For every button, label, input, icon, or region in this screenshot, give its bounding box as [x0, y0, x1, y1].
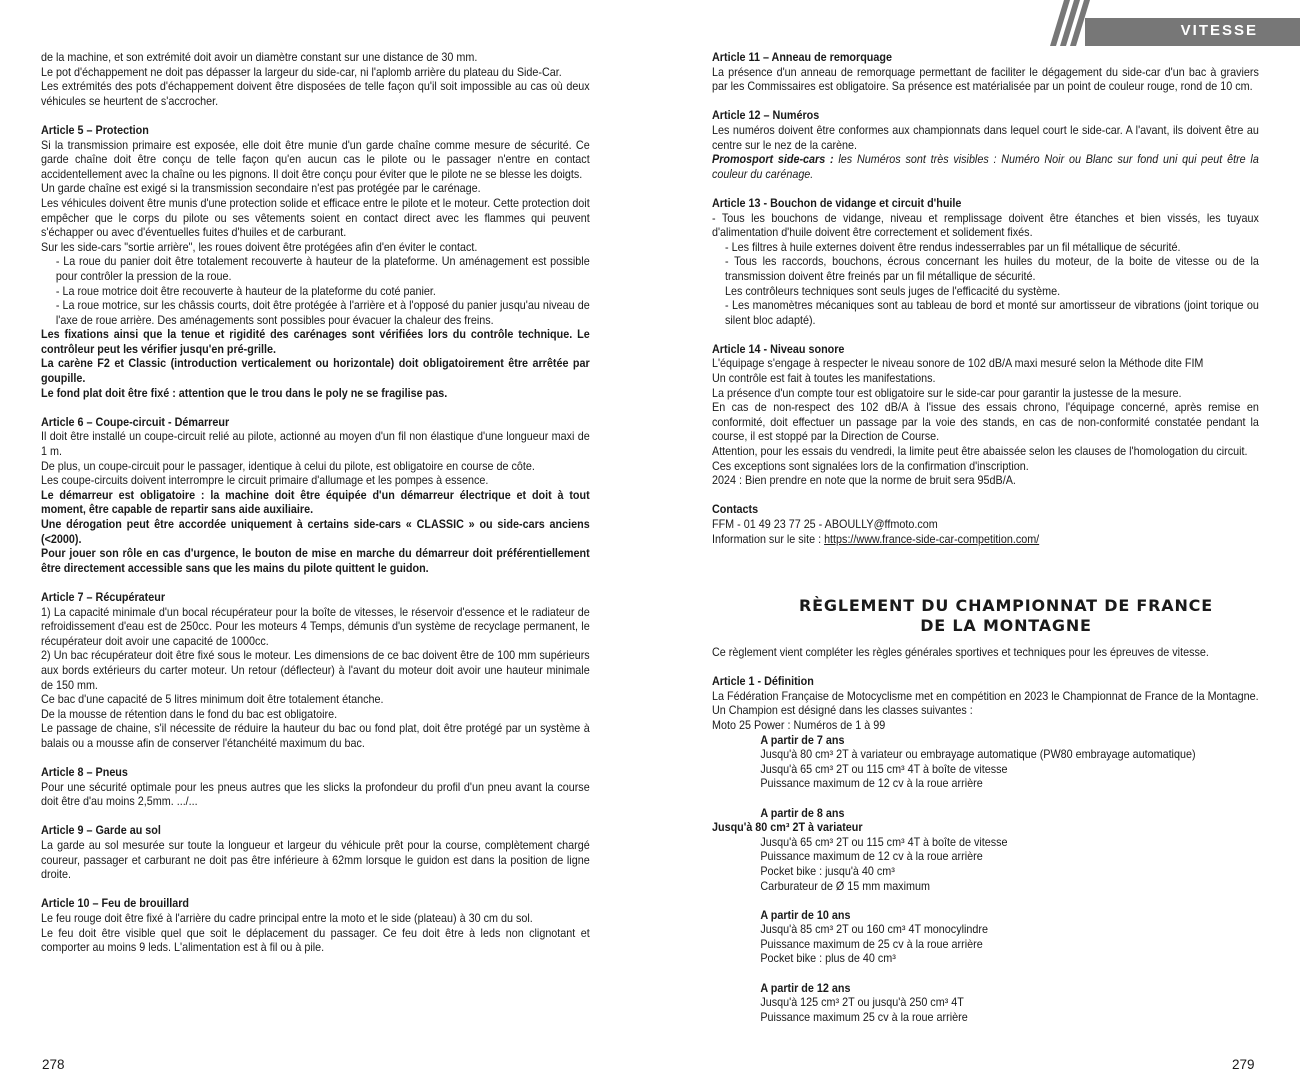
paragraph-text: Le démarreur est obligatoire : la machine doit être équipée d'un démarreur électrique et doit à tout moment, être capable de repartir sans aide auxiliaire. [41, 488, 590, 517]
paragraph-text: Pocket bike : jusqu'à 40 cm³ [760, 864, 895, 878]
paragraph [712, 719, 1300, 734]
paragraph [41, 51, 590, 66]
paragraph [712, 533, 1259, 548]
paragraph [712, 285, 1259, 300]
article-heading [41, 124, 590, 139]
article-heading [712, 675, 1300, 690]
paragraph-text: En cas de non-respect des 102 dB/A à l'issue des essais chrono, l'équipage concerné, après remise en conformité, doit effectuer un passage par la voie des stands, en cas de non-conformité constatée pendant la course, il est stoppé par la Direction de Course. [712, 401, 1259, 444]
paragraph [41, 547, 590, 576]
paragraph-text: Ce règlement vient compléter les règles générales sportives et techniques pour les épreuves de vitesse. [712, 646, 1209, 659]
paragraph-text: Jusqu'à 80 cm³ 2T à variateur [712, 821, 863, 835]
paragraph-text: L'équipage s'engage à respecter le niveau sonore de 102 dB/A maxi mesuré selon la Méthode dite FIM [712, 357, 1204, 371]
paragraph-text: Un garde chaîne est exigé si la transmission secondaire n'est pas protégée par le carénage. [41, 182, 481, 196]
paragraph [41, 430, 590, 459]
paragraph-text: A partir de 10 ans [760, 908, 851, 922]
website-link[interactable]: https://www.france-side-car-competition.com/ [824, 532, 1040, 546]
paragraph-gap [712, 894, 1300, 909]
left-page-number: 278 [42, 1057, 65, 1072]
paragraph-gap [712, 489, 1259, 504]
paragraph [41, 387, 590, 402]
paragraph-text: A partir de 7 ans [760, 733, 845, 747]
paragraph-gap [712, 967, 1300, 982]
paragraph [712, 909, 1300, 924]
paragraph [41, 708, 590, 723]
paragraph-text: Contacts [712, 503, 759, 517]
paragraph-text: - La roue du panier doit être totalement recouverte à hauteur de la plateforme. Un aménagement est possible pour contrôler la pression de la roue. [55, 255, 590, 283]
paragraph-gap [712, 182, 1259, 197]
paragraph-text: A partir de 8 ans [760, 806, 845, 820]
paragraph [41, 139, 590, 183]
paragraph-text: Ce bac d'une capacité de 5 litres minimum doit être totalement étanche. [41, 693, 384, 707]
paragraph-text: Jusqu'à 85 cm³ 2T ou 160 cm³ 4T monocylindre [760, 923, 988, 937]
paragraph [712, 734, 1300, 749]
paragraph-text: Les fixations ainsi que la tenue et rigidité des carénages sont vérifiées lors du contrôle technique. Le contrôleur peut les vérifier jusqu'en pré-grille. [41, 328, 590, 356]
paragraph-text: La garde au sol mesurée sur toute la longueur et largeur du véhicule prêt pour la course, complètement chargé coureur, passager et carburant ne doit pas être inférieure à 62mm lorsque le guidon est dans la position de ligne droite. [41, 839, 590, 882]
paragraph [712, 690, 1300, 705]
paragraph [712, 880, 1300, 895]
paragraph [41, 182, 590, 197]
paragraph-text: De plus, un coupe-circuit pour le passager, identique à celui du pilote, est obligatoire en course de côte. [41, 459, 535, 473]
paragraph-text: Une dérogation peut être accordée uniquement à certains side-cars « CLASSIC » ou side-cars anciens (<2000). [41, 518, 590, 546]
paragraph-text: Article 6 – Coupe-circuit - Démarreur [41, 415, 230, 429]
paragraph [41, 927, 590, 956]
paragraph-gap [41, 752, 590, 767]
paragraph-text: Pour une sécurité optimale pour les pneus autres que les slicks la profondeur du profil d'un pneu avant la course doit être d'au moins 2,5mm. .../... [41, 780, 590, 809]
paragraph-text: Carburateur de Ø 15 mm maximum [760, 879, 930, 893]
paragraph-text: Article 12 – Numéros [712, 109, 820, 123]
paragraph-text: Jusqu'à 65 cm³ 2T ou 115 cm³ 4T à boîte de vitesse [760, 762, 1008, 776]
paragraph [712, 460, 1259, 475]
paragraph-text: de la machine, et son extrémité doit avoir un diamètre constant sur une distance de 30 mm. [41, 51, 478, 64]
paragraph-text: Pour jouer son rôle en cas d'urgence, le bouton de mise en marche du démarreur doit préférentiellement être directement accessible sans que les mains du pilote quittent le guidon. [41, 547, 590, 575]
paragraph-gap [712, 661, 1300, 676]
paragraph-text: - Tous les raccords, bouchons, écrous concernant les huiles du moteur, de la boite de vitesse ou de la transmission doivent être freinés par un fil métallique de sécurité. [725, 255, 1259, 283]
paragraph [712, 777, 1300, 792]
paragraph-text: La Fédération Française de Motocyclisme met en compétition en 2023 le Championnat de France de la Montagne. [712, 689, 1259, 703]
paragraph [712, 952, 1300, 967]
paragraph-gap [41, 576, 590, 591]
paragraph-lead: Information sur le site : [712, 532, 825, 546]
paragraph [712, 938, 1300, 953]
right-page-body-top [712, 51, 1259, 547]
right-page [650, 0, 1300, 1092]
paragraph [712, 357, 1259, 372]
paragraph [712, 1011, 1300, 1026]
paragraph [712, 299, 1259, 328]
paragraph [712, 241, 1259, 256]
paragraph [712, 821, 1300, 836]
paragraph [41, 839, 590, 883]
paragraph [41, 606, 590, 650]
article-heading [41, 416, 590, 431]
paragraph-text: A partir de 12 ans [760, 981, 851, 995]
paragraph-text: Pocket bike : plus de 40 cm³ [760, 952, 896, 966]
paragraph [712, 704, 1300, 719]
paragraph-gap [41, 810, 590, 825]
paragraph-text: les Numéros sont très visibles : Numéro Noir ou Blanc sur fond uni qui peut être la couleur du carénage. [712, 153, 1259, 181]
paragraph [41, 80, 590, 109]
paragraph [712, 763, 1300, 778]
paragraph-text: 1) La capacité minimale d'un bocal récupérateur pour la boîte de vitesses, le réservoir d'essence et le radiateur de refroidissement d'eau est de 250cc. Pour les moteurs 4 Temps, démunis d'un système de recyclage permanent, le récupérateur doit avoir une capacité de 1000cc. [41, 605, 590, 648]
paragraph-text: De la mousse de rétention dans le fond du bac est obligatoire. [41, 707, 338, 721]
paragraph-text: Le pot d'échappement ne doit pas dépasser la largeur du side-car, ni l'aplomb arrière du plateau du Side-Car. [41, 65, 562, 79]
left-page-body [41, 51, 590, 956]
paragraph [712, 836, 1300, 851]
paragraph [712, 996, 1300, 1011]
championship-title-line-2: DE LA MONTAGNE [920, 616, 1092, 635]
paragraph [41, 460, 590, 475]
paragraph-text: Sur les side-cars "sortie arrière", les roues doivent être protégées afin d'en éviter le contact. [41, 240, 478, 254]
paragraph-text: Article 8 – Pneus [41, 766, 128, 780]
paragraph [712, 748, 1300, 763]
paragraph-text: Les véhicules doivent être munis d'une protection solide et efficace entre le pilote et le moteur. Cette protection doit empêcher que le corps du pilote ou ses vêtements soient en contact direct avec les flammes qui peuvent s'échapper ou avec d'éventuelles fuites d'huiles et de carburant. [41, 196, 590, 240]
paragraph-gap [712, 95, 1259, 110]
paragraph [712, 850, 1300, 865]
paragraph-text: Puissance maximum 25 cv à la roue arrière [760, 1010, 968, 1024]
paragraph [41, 518, 590, 547]
paragraph-text: Les extrémités des pots d'échappement doivent être disposées de telle façon qu'il soit impossible au cas où deux véhicules se heurtent de s'accrocher. [41, 80, 590, 108]
paragraph [41, 722, 590, 751]
paragraph [712, 124, 1259, 153]
paragraph-text: Article 1 - Définition [712, 675, 814, 689]
paragraph-text: - Les manomètres mécaniques sont au tableau de bord et monté sur amortisseur de vibrations (joint torique ou silent bloc adapté). [725, 299, 1259, 327]
paragraph [41, 649, 590, 693]
article-heading [712, 343, 1259, 358]
paragraph-text: FFM - 01 49 23 77 25 - ABOULLY@ffmoto.com [712, 518, 938, 531]
paragraph-text: Jusqu'à 65 cm³ 2T ou 115 cm³ 4T à boîte de vitesse [760, 835, 1008, 849]
paragraph [712, 982, 1300, 997]
paragraph-gap [41, 883, 590, 898]
paragraph-text: Article 14 - Niveau sonore [712, 342, 845, 356]
article-heading [41, 591, 590, 606]
paragraph [41, 197, 590, 241]
header-stripes-graphic [1050, 0, 1090, 46]
paragraph [41, 693, 590, 708]
paragraph-gap [712, 792, 1300, 807]
article-heading [712, 197, 1259, 212]
paragraph [712, 518, 1259, 533]
paragraph [712, 646, 1300, 661]
paragraph-text: Jusqu'à 125 cm³ 2T ou jusqu'à 250 cm³ 4T [760, 996, 964, 1010]
paragraph-text: Le passage de chaine, s'il nécessite de réduire la hauteur du bac ou fond plat, doit être protégé par un système à balais ou a mousse afin de conserver l'étanchéité maximum du bac. [41, 722, 590, 750]
paragraph-text: - Les filtres à huile externes doivent être rendus indesserrables par un fil métallique de sécurité. [725, 240, 1181, 254]
paragraph-text: Article 11 – Anneau de remorquage [712, 51, 892, 64]
paragraph-text: Le feu doit être visible quel que soit le déplacement du passager. Ce feu doit être à leds non clignotant et comporter au moins 9 leds. L'alimentation est à fil ou à pile. [41, 926, 590, 955]
paragraph-text: Article 10 – Feu de brouillard [41, 897, 190, 911]
paragraph [41, 255, 590, 284]
paragraph-text: 2024 : Bien prendre en note que la norme de bruit sera 95dB/A. [712, 474, 1016, 488]
paragraph [712, 923, 1300, 938]
paragraph-text: Si la transmission primaire est exposée, elle doit être munie d'un garde chaîne comme mesure de sécurité. Ce garde chaîne doit être conçu de telle façon qu'en aucun cas le pilote ou le passager n'entre en contact accidentellement avec la chaîne ou les pignons. Il doit être conçu pour éviter que le pilote ne se blesse les doigts. [41, 138, 590, 181]
paragraph-text: Il doit être installé un coupe-circuit relié au pilote, actionné au moyen d'un fil non élastique d'une longueur maxi de 1 m. [41, 430, 590, 459]
paragraph-text: - La roue motrice doit être recouverte à hauteur de la plateforme du coté panier. [55, 284, 436, 298]
paragraph-text: Article 7 – Récupérateur [41, 590, 166, 604]
paragraph-text: Puissance maximum de 12 cv à la roue arrière [760, 850, 983, 864]
paragraph [41, 285, 590, 300]
championship-title [712, 596, 1300, 1024]
paragraph [41, 328, 590, 357]
right-page-number: 279 [1232, 1057, 1255, 1072]
paragraph-text: Les numéros doivent être conformes aux championnats dans lequel court le side-car. A l'avant, ils doivent être au centre sur le nez de la carène. [712, 123, 1259, 152]
paragraph [712, 372, 1259, 387]
championship-title-line-1: RÈGLEMENT DU CHAMPIONNAT DE FRANCE [799, 596, 1213, 615]
paragraph [712, 474, 1259, 489]
paragraph-gap [41, 109, 590, 124]
paragraph-gap [41, 401, 590, 416]
paragraph [712, 66, 1259, 95]
paragraph [41, 299, 590, 328]
paragraph-text: Puissance maximum de 12 cv à la roue arrière [760, 777, 983, 791]
paragraph-text: Le fond plat doit être fixé : attention que le trou dans le poly ne se fragilise pas. [41, 386, 448, 400]
paragraph-lead: Promosport side-cars : [712, 153, 839, 167]
paragraph-text: Les coupe-circuits doivent interrompre le circuit primaire d'allumage et les pompes à essence. [41, 474, 489, 488]
paragraph-text: Attention, pour les essais du vendredi, la limite peut être abaissée selon les clauses de l'homologation du circuit. [712, 445, 1248, 459]
paragraph [41, 781, 590, 810]
paragraph [41, 66, 590, 81]
paragraph-text: Article 9 – Garde au sol [41, 824, 161, 838]
paragraph [712, 445, 1259, 460]
paragraph [41, 241, 590, 256]
paragraph-text: Un Champion est désigné dans les classes suivantes : [712, 704, 973, 718]
paragraph-text: Un contrôle est fait à toutes les manifestations. [712, 372, 936, 386]
article-heading [41, 824, 590, 839]
article-heading [712, 51, 1259, 66]
paragraph-gap [712, 328, 1259, 343]
paragraph-text: La présence d'un compte tour est obligatoire sur le side-car pour garantir la justesse de la mesure. [712, 386, 1182, 400]
right-page-body-bottom [712, 646, 1300, 1025]
paragraph-text: Article 13 - Bouchon de vidange et circuit d'huile [712, 196, 962, 210]
paragraph-text: - La roue motrice, sur les châssis courts, doit être protégée à l'arrière et à l'opposé du panier jusqu'au niveau de l'axe de roue arrière. Des aménagements sont possibles pour évacuer la chaleur des freins. [55, 299, 590, 327]
article-heading [41, 766, 590, 781]
paragraph [712, 212, 1259, 241]
paragraph [712, 387, 1259, 402]
section-header-label: VITESSE [1180, 22, 1258, 39]
paragraph-text: - Tous les bouchons de vidange, niveau et remplissage doivent être étanches et bien vissés, les tuyaux d'alimentation d'huile doivent être correctement et solidement fixés. [712, 211, 1259, 240]
paragraph-text: Le feu rouge doit être fixé à l'arrière du cadre principal entre la moto et le side (plateau) à 30 cm du sol. [41, 912, 533, 926]
paragraph [41, 474, 590, 489]
paragraph [712, 865, 1300, 880]
paragraph [712, 153, 1259, 182]
paragraph-text: Moto 25 Power : Numéros de 1 à 99 [712, 718, 886, 732]
paragraph-text: Ces exceptions sont signalées lors de la confirmation d'inscription. [712, 459, 1029, 473]
paragraph-text: La présence d'un anneau de remorquage permettant de faciliter le dégagement du side-car d'un bac à graviers par les Commissaires est obligatoire. Sa présence est matérialisée par un point de couleur rouge, rond de 10 cm. [712, 65, 1259, 94]
paragraph [41, 912, 590, 927]
article-heading [712, 503, 1259, 518]
paragraph-text: La carène F2 et Classic (introduction verticalement ou horizontale) doit obligatoirement être arrêtée par goupille. [41, 357, 590, 386]
paragraph [41, 489, 590, 518]
paragraph [712, 255, 1259, 284]
paragraph [712, 401, 1259, 445]
paragraph-text: Article 5 – Protection [41, 123, 149, 137]
paragraph [712, 807, 1300, 822]
paragraph-text: Jusqu'à 80 cm³ 2T à variateur ou embrayage automatique (PW80 embrayage automatique) [760, 748, 1196, 762]
article-heading [41, 897, 590, 912]
paragraph [41, 357, 590, 386]
article-heading [712, 109, 1259, 124]
paragraph-text: Les contrôleurs techniques sont seuls juges de l'efficacité du système. [725, 284, 1061, 298]
paragraph-text: Puissance maximum de 25 cv à la roue arrière [760, 937, 983, 951]
paragraph-text: 2) Un bac récupérateur doit être fixé sous le moteur. Les dimensions de ce bac doivent être de 100 mm supérieurs aux bords extérieurs du carter moteur. Un retour (déflecteur) à l'avant du moteur doit avoir une hauteur minimale de 150 mm. [41, 649, 590, 692]
